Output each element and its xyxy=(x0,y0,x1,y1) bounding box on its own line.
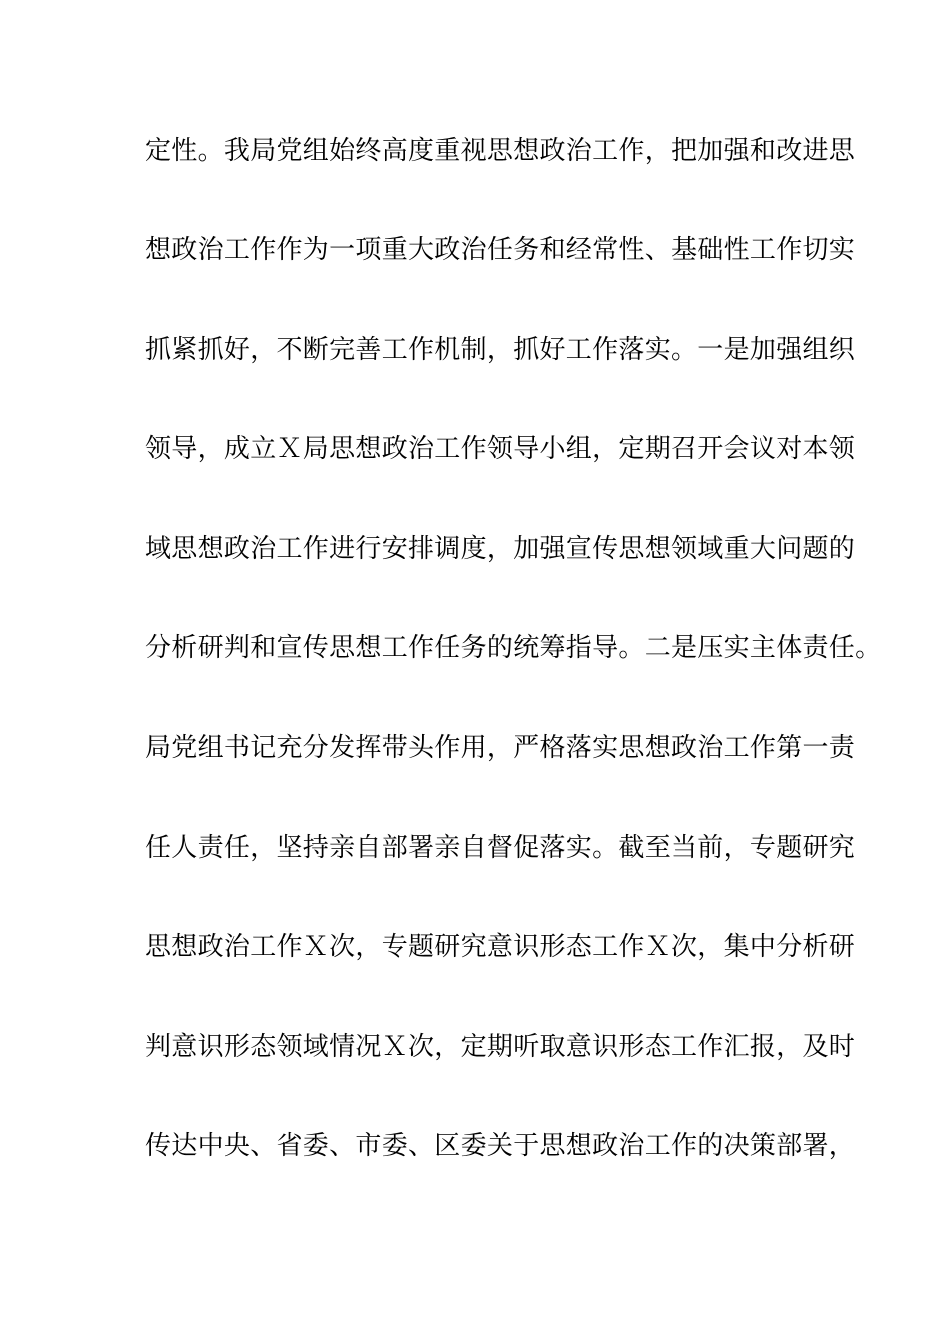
body-text-line: 任人责任，坚持亲自部署亲自督促落实。截至当前，专题研究 xyxy=(145,833,856,863)
body-text-line: 域思想政治工作进行安排调度，加强宣传思想领域重大问题的 xyxy=(145,534,856,564)
body-text-line: 领导，成立Ｘ局思想政治工作领导小组，定期召开会议对本领 xyxy=(145,434,856,464)
body-text-line: 判意识形态领域情况Ｘ次，定期听取意识形态工作汇报，及时 xyxy=(145,1032,856,1062)
body-text-line: 分析研判和宣传思想工作任务的统筹指导。二是压实主体责任。 xyxy=(145,633,882,663)
body-text-line: 传达中央、省委、市委、区委关于思想政治工作的决策部署， xyxy=(145,1131,856,1161)
body-text-line: 思想政治工作Ｘ次，专题研究意识形态工作Ｘ次，集中分析研 xyxy=(145,932,856,962)
body-text-line: 局党组书记充分发挥带头作用，严格落实思想政治工作第一责 xyxy=(145,733,856,763)
body-text-line: 想政治工作作为一项重大政治任务和经常性、基础性工作切实 xyxy=(145,235,856,265)
body-text-line: 抓紧抓好，不断完善工作机制，抓好工作落实。一是加强组织 xyxy=(145,335,856,365)
body-text-line: 定性。我局党组始终高度重视思想政治工作，把加强和改进思 xyxy=(145,136,856,166)
